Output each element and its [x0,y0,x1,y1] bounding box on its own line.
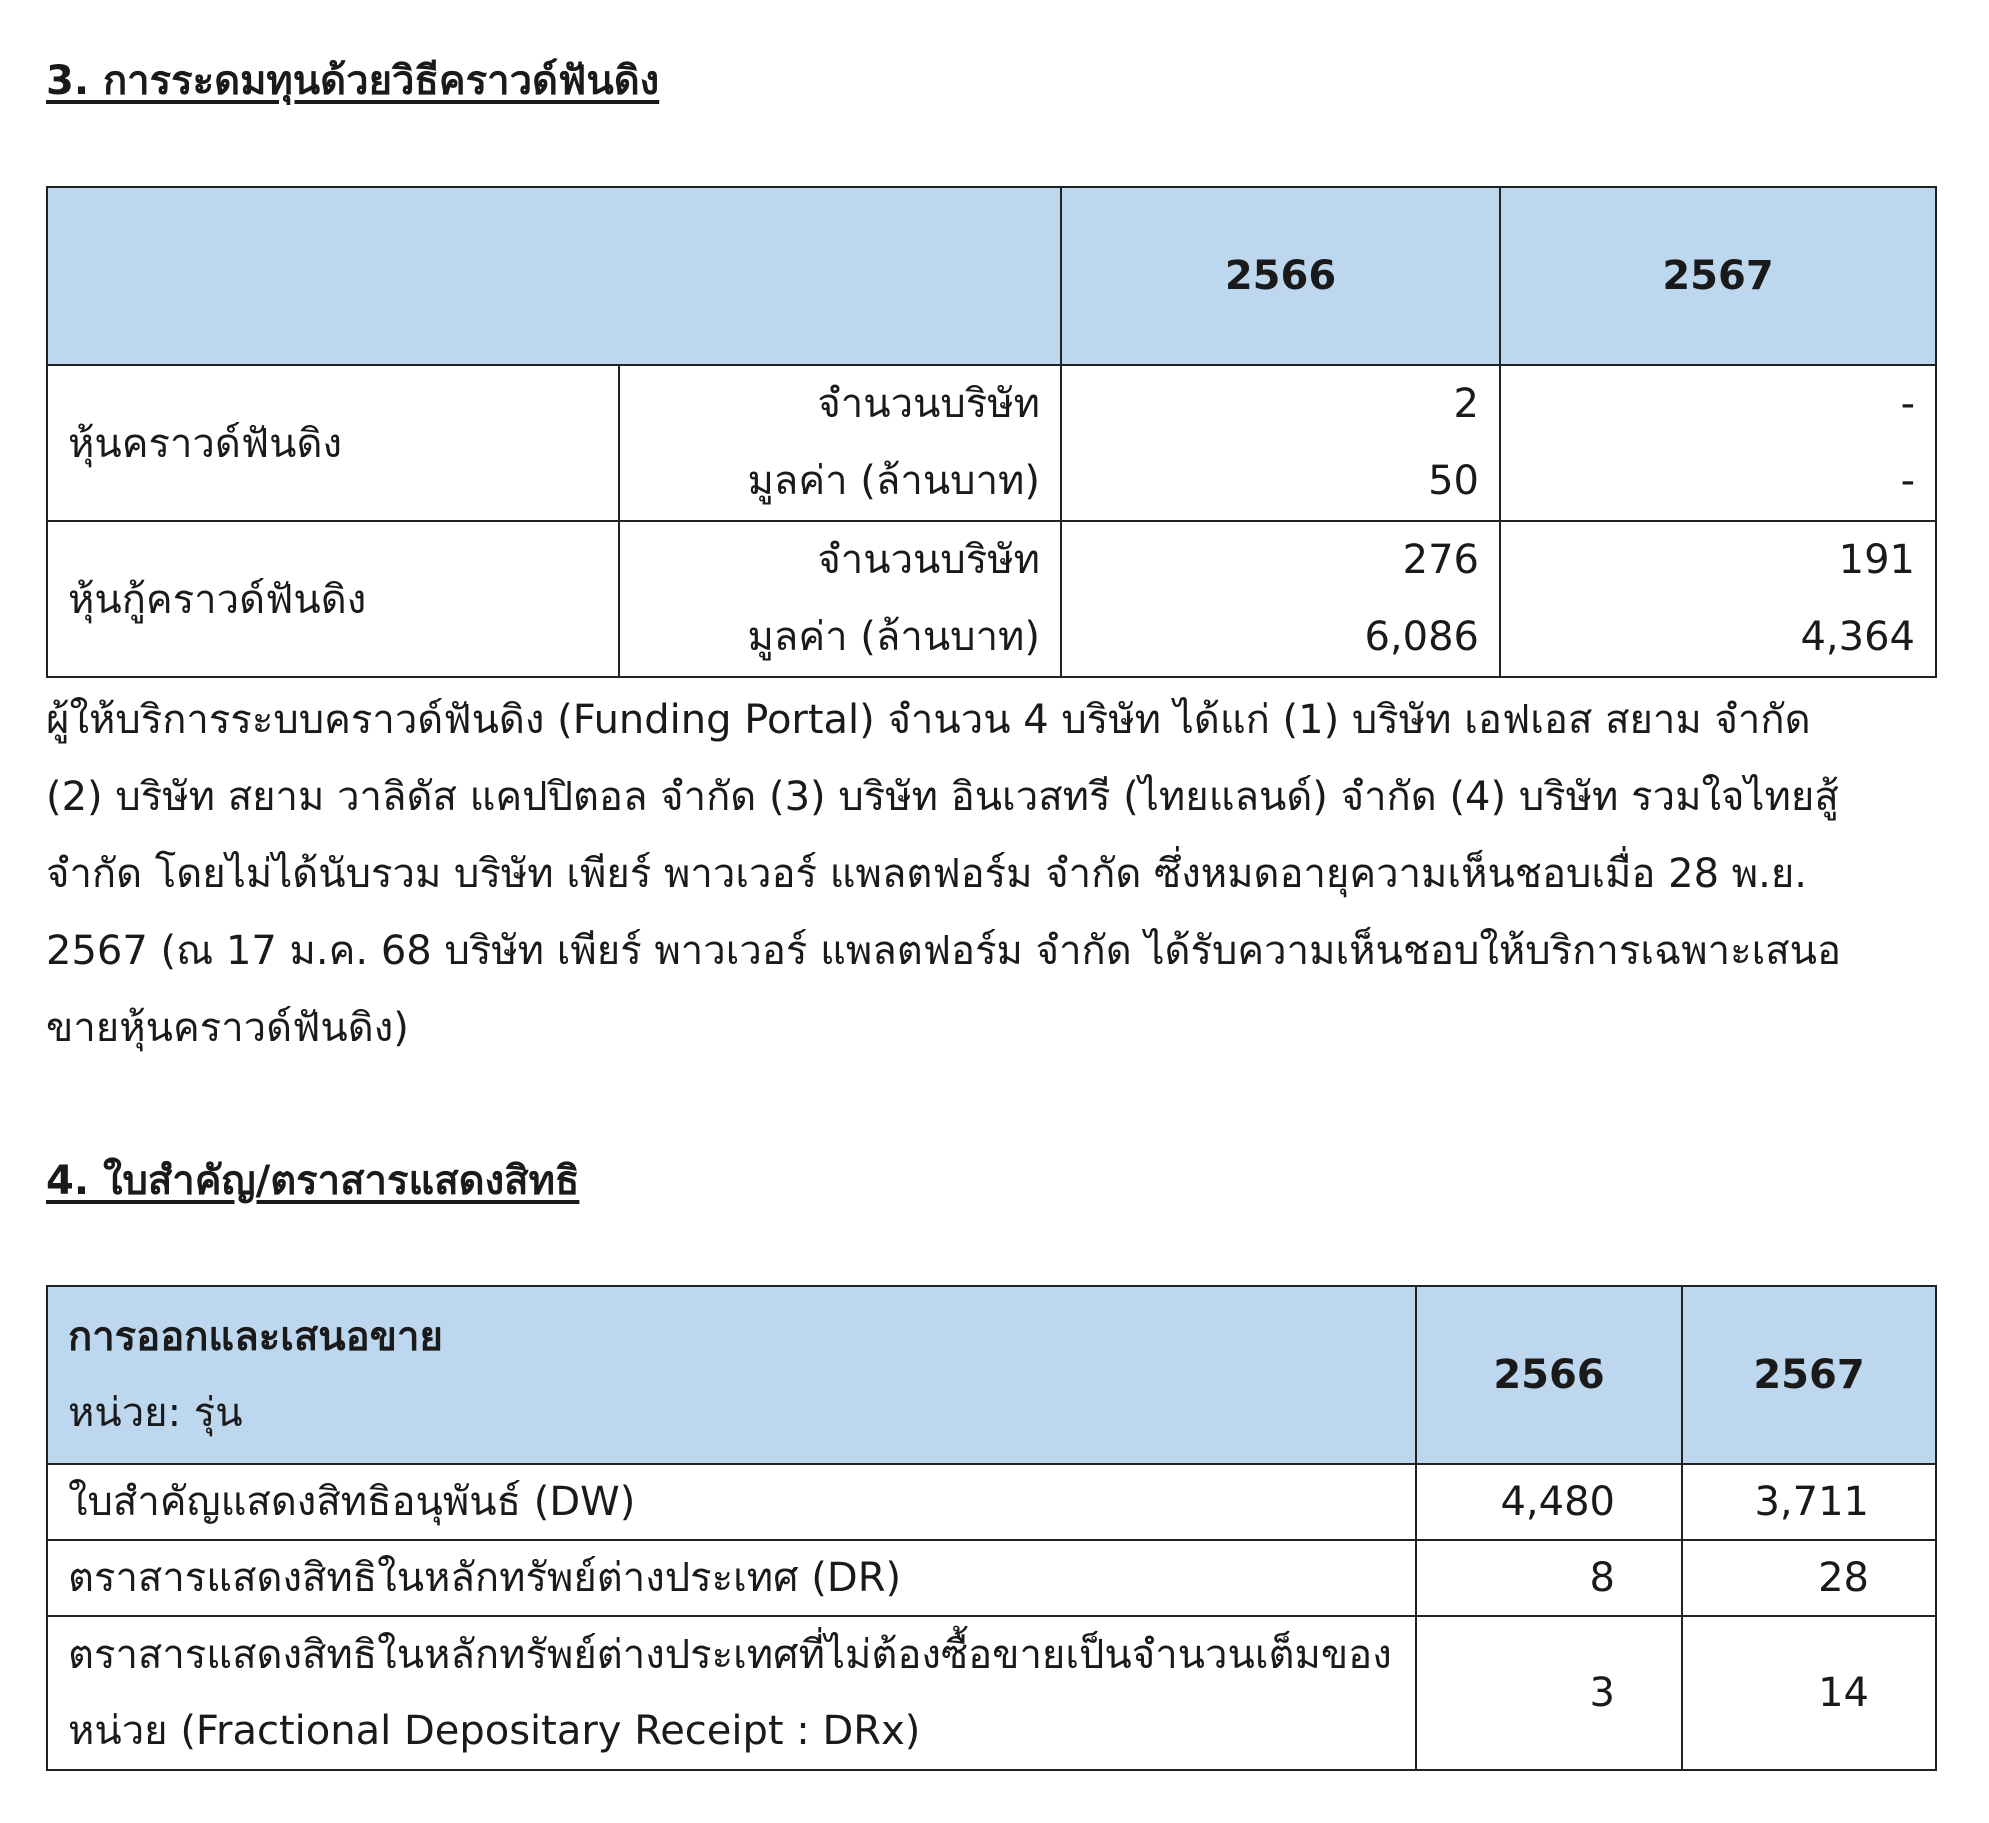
table-cell: 3,711 [1682,1464,1936,1540]
table-cell: 28 [1682,1540,1936,1616]
table-header-row [47,187,1936,365]
table-row [47,1616,1936,1770]
table-row [47,1464,1936,1540]
table-header-row [47,1286,1936,1464]
row-label: ใบสำคัญแสดงสิทธิอนุพันธ์ (DW) [47,1464,1416,1540]
col-header-2567: 2567 [1682,1286,1936,1464]
table-cell: 50 [1428,458,1479,504]
col-header-2566: 2566 [1061,187,1500,365]
col-header-2567: 2567 [1500,187,1936,365]
metric-labels [619,521,1061,677]
table-row [47,521,1936,677]
values-2566 [1061,365,1500,521]
table-cell: 14 [1682,1616,1936,1770]
paragraph-line: (2) บริษัท สยาม วาลิดัส แคปปิตอล จำกัด (3) บริษัท อินเวสทรี (ไทยแลนด์) จำกัด (4) บริษัท รวมใจไทยสู้ [46,774,1839,820]
header-title: การออกและเสนอขาย [68,1314,443,1360]
table-cell: - [1900,458,1915,504]
section-3-heading: 3. การระดมทุนด้วยวิธีคราวด์ฟันดิง [46,58,660,104]
metric-label: มูลค่า (ล้านบาท) [747,458,1040,504]
paragraph-line: จำกัด โดยไม่ได้นับรวม บริษัท เพียร์ พาวเวอร์ แพลตฟอร์ม จำกัด ซึ่งหมดอายุความเห็นชอบเมื่อ 28 พ.ย. [46,851,1807,897]
row-label: ตราสารแสดงสิทธิในหลักทรัพย์ต่างประเทศที่ไม่ต้องซื้อขายเป็นจำนวนเต็มของหน่วย (Fractional Depositary Receipt : DRx) [47,1616,1416,1770]
table-cell: 191 [1838,537,1915,583]
table-row [47,1540,1936,1616]
table-cell: 6,086 [1364,614,1479,660]
row-label: หุ้นคราวด์ฟันดิง [47,365,619,521]
warrants-table [46,1285,1937,1771]
header-blank-cell [47,187,1061,365]
row-label: หุ้นกู้คราวด์ฟันดิง [47,521,619,677]
funding-portal-paragraph [46,682,1946,1067]
row-label: ตราสารแสดงสิทธิในหลักทรัพย์ต่างประเทศ (DR) [47,1540,1416,1616]
table-cell: - [1900,381,1915,427]
values-2566 [1061,521,1500,677]
header-unit: หน่วย: รุ่น [68,1390,243,1436]
table-cell: 3 [1416,1616,1682,1770]
paragraph-line: ผู้ให้บริการระบบคราวด์ฟันดิง (Funding Portal) จำนวน 4 บริษัท ได้แก่ (1) บริษัท เอฟเอส สยาม จำกัด [46,697,1811,743]
values-2567 [1500,365,1936,521]
metric-labels [619,365,1061,521]
paragraph-line: ขายหุ้นคราวด์ฟันดิง) [46,1005,409,1051]
metric-label: จำนวนบริษัท [817,381,1040,427]
col-header-2566: 2566 [1416,1286,1682,1464]
section-4-heading: 4. ใบสำคัญ/ตราสารแสดงสิทธิ [46,1158,580,1204]
table-cell: 4,480 [1416,1464,1682,1540]
metric-label: มูลค่า (ล้านบาท) [747,614,1040,660]
values-2567 [1500,521,1936,677]
crowdfunding-table [46,186,1937,678]
table-cell: 8 [1416,1540,1682,1616]
table-cell: 276 [1402,537,1479,583]
metric-label: จำนวนบริษัท [817,537,1040,583]
paragraph-line: 2567 (ณ 17 ม.ค. 68 บริษัท เพียร์ พาวเวอร์ แพลตฟอร์ม จำกัด ได้รับความเห็นชอบให้บริการเฉพาะเสนอ [46,928,1842,974]
table-row [47,365,1936,521]
table-cell: 2 [1453,381,1479,427]
table-cell: 4,364 [1800,614,1915,660]
header-label-cell [47,1286,1416,1464]
